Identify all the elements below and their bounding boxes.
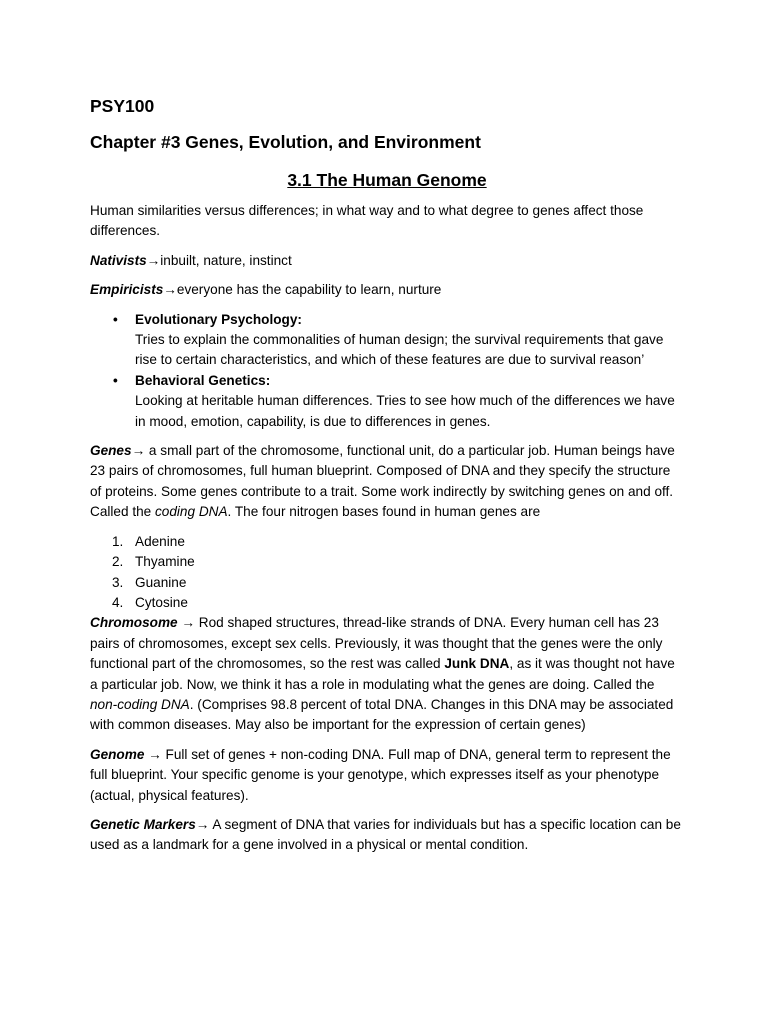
list-item: [112, 573, 684, 593]
empiricists-paragraph: [90, 280, 684, 300]
genome-text: Full set of genes + non-coding DNA. Full map of DNA, general term to represent the full blueprint. Your specific genome is your genotype, which expresses itself as your phenotype (actual, physical features).: [90, 746, 671, 803]
chapter-title: Chapter #3 Genes, Evolution, and Environment: [90, 132, 481, 152]
base-name: Thyamine: [135, 554, 195, 570]
base-name: Cytosine: [135, 594, 188, 610]
right-arrow-icon: →: [146, 252, 161, 268]
genetic-markers-text: A segment of DNA that varies for individuals but has a specific location can be used as a landmark for a gene involved in a physical or mental condition.: [90, 816, 681, 853]
genome-paragraph: [90, 745, 684, 806]
list-item: [135, 371, 684, 432]
genetic-markers-term: Genetic Markers: [90, 816, 196, 832]
non-coding-dna-term: non-coding DNA: [90, 696, 190, 712]
nitrogen-bases-list: [90, 532, 684, 614]
bullet-text: Tries to explain the commonalities of human design; the survival requirements that gave rise to certain characteristics, and which of these features are due to survival reason’: [135, 332, 664, 368]
genetic-markers-paragraph: [90, 815, 684, 856]
bullet-heading: • Behavioral Genetics:: [135, 372, 271, 388]
intro-paragraph: Human similarities versus differences; in what way and to what degree to genes affect those differences.: [90, 203, 644, 239]
list-number: 4.: [112, 594, 124, 610]
list-item: [112, 552, 684, 572]
nativists-paragraph: [90, 251, 684, 271]
junk-dna-term: Junk DNA: [444, 656, 510, 672]
chromosome-paragraph: [90, 613, 684, 735]
coding-dna-term: coding DNA: [155, 504, 228, 520]
genome-term: Genome: [90, 746, 145, 762]
nativists-term: Nativists: [90, 252, 147, 268]
right-arrow-icon: →: [163, 282, 177, 298]
list-item: [135, 310, 684, 371]
empiricists-term: Empiricists: [90, 282, 164, 298]
base-name: Adenine: [135, 533, 185, 549]
right-arrow-icon: →: [148, 746, 162, 762]
chromosome-term: Chromosome: [90, 615, 178, 631]
genes-text: a small part of the chromosome, functional unit, do a particular job. Human beings have 23 pairs of chromosomes, full human blueprint. Composed of DNA and they specify the structure of proteins. Some genes contribute to a trait. Some work indirectly by switching genes on and off. Called the: [90, 443, 675, 520]
empiricists-text: everyone has the capability to learn, nurture: [176, 282, 442, 298]
section-title: 3.1 The Human Genome: [287, 170, 487, 190]
genes-text-end: . The four nitrogen bases found in human genes are: [227, 504, 541, 520]
bullet-list: [90, 310, 684, 432]
chromosome-text: Rod shaped structures, thread-like strands of DNA. Every human cell has 23 pairs of chromosomes, except sex cells. Previously, it was thought that the genes were the only functional part of the chromosomes, so the rest was called: [90, 615, 663, 672]
right-arrow-icon: →: [195, 816, 210, 832]
list-number: 1.: [112, 533, 124, 549]
genes-paragraph: [90, 441, 684, 523]
bullet-text: Looking at heritable human differences. Tries to see how much of the differences we have in mood, emotion, capability, is due to differences in genes.: [135, 393, 675, 429]
list-item: [112, 593, 684, 613]
list-number: 3.: [112, 574, 124, 590]
list-item: [112, 532, 684, 552]
chromosome-text-end: . (Comprises 98.8 percent of total DNA. Changes in this DNA may be associated with common diseases. May also be important for the expression of certain genes): [90, 696, 674, 733]
bullet-heading: • Evolutionary Psychology:: [135, 311, 302, 327]
base-name: Guanine: [135, 574, 187, 590]
chromosome-text-mid: , as it was thought not have a particular job. Now, we think it has a role in modulating what the genes are doing. Called the: [90, 656, 675, 692]
nativists-text: inbuilt, nature, instinct: [160, 252, 292, 268]
list-number: 2.: [112, 554, 124, 570]
right-arrow-icon: →: [131, 443, 146, 459]
right-arrow-icon: →: [181, 615, 195, 631]
genes-term: Genes: [90, 443, 132, 459]
course-code: PSY100: [90, 96, 155, 116]
